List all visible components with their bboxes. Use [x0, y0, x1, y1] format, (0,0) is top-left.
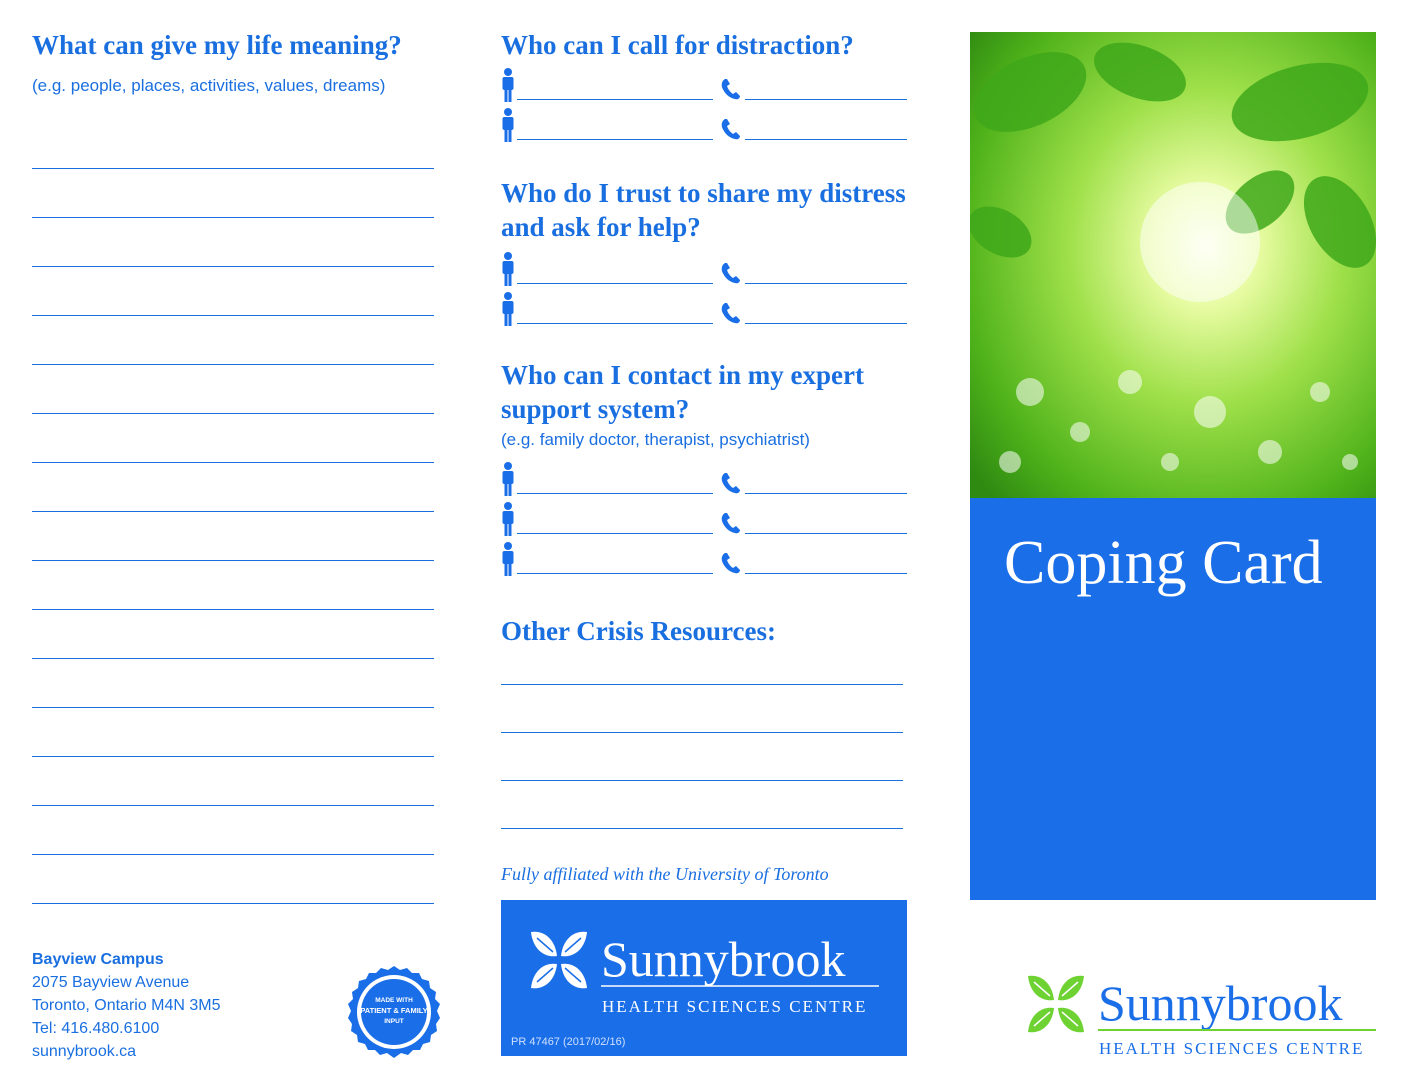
phone-icon [721, 302, 741, 324]
name-field[interactable] [517, 493, 713, 494]
patient-family-input-badge [348, 966, 440, 1058]
person-icon [501, 108, 515, 142]
other-resources-heading: Other Crisis Resources: [501, 616, 776, 646]
resource-line[interactable] [501, 780, 903, 781]
writing-line[interactable] [32, 315, 434, 316]
contact-row [501, 108, 907, 148]
logo-subtitle: HEALTH SCIENCES CENTRE [602, 997, 868, 1016]
contact-row [501, 252, 907, 292]
campus-street: 2075 Bayview Avenue [32, 974, 190, 991]
name-field[interactable] [517, 283, 713, 284]
writing-line[interactable] [32, 168, 434, 169]
cover-logo-subtitle: HEALTH SCIENCES CENTRE [1099, 1039, 1365, 1058]
phone-field[interactable] [745, 139, 907, 140]
writing-line[interactable] [32, 609, 434, 610]
expert-heading-line1: Who can I contact in my expert [501, 360, 864, 390]
sunnybrook-leaf-icon [531, 932, 587, 989]
campus-city: Toronto, Ontario M4N 3M5 [32, 997, 221, 1014]
phone-icon [721, 512, 741, 534]
cover-title: Coping Card [1004, 529, 1323, 597]
writing-line[interactable] [32, 364, 434, 365]
phone-icon [721, 552, 741, 574]
expert-heading [501, 358, 907, 426]
badge-line1: MADE WITH [375, 997, 413, 1004]
writing-line[interactable] [32, 805, 434, 806]
sunnybrook-logo [501, 900, 907, 1056]
meaning-heading: What can give my life meaning? [32, 30, 402, 60]
trust-heading-line1: Who do I trust to share my distress [501, 178, 906, 208]
writing-line[interactable] [32, 511, 434, 512]
phone-field[interactable] [745, 283, 907, 284]
logo-name: Sunnybrook [601, 931, 846, 987]
resource-line[interactable] [501, 732, 903, 733]
expert-section [501, 358, 907, 582]
writing-line[interactable] [32, 658, 434, 659]
campus-website[interactable]: sunnybrook.ca [32, 1043, 137, 1060]
campus-name: Bayview Campus [32, 951, 164, 968]
person-icon [501, 502, 515, 536]
writing-line[interactable] [32, 462, 434, 463]
distraction-section [501, 28, 907, 148]
contact-row [501, 462, 907, 502]
distraction-heading: Who can I call for distraction? [501, 30, 854, 60]
sunnybrook-leaf-icon [1028, 976, 1084, 1033]
trust-heading [501, 176, 907, 244]
contact-row [501, 68, 907, 108]
writing-line[interactable] [32, 560, 434, 561]
campus-phone: Tel: 416.480.6100 [32, 1020, 160, 1037]
contacts-panel [501, 28, 907, 1078]
writing-line[interactable] [32, 266, 434, 267]
person-icon [501, 462, 515, 496]
writing-line[interactable] [32, 756, 434, 757]
badge-line2: PATIENT & FAMILY [360, 1006, 428, 1015]
phone-field[interactable] [745, 323, 907, 324]
writing-line[interactable] [32, 217, 434, 218]
name-field[interactable] [517, 99, 713, 100]
phone-field[interactable] [745, 533, 907, 534]
contact-row [501, 502, 907, 542]
cover-title-block [970, 498, 1376, 900]
sunnybrook-logo-color [1026, 972, 1378, 1064]
trust-section [501, 176, 907, 332]
person-icon [501, 542, 515, 576]
expert-heading-line2: support system? [501, 394, 690, 424]
print-code: PR 47467 (2017/02/16) [511, 1036, 626, 1048]
name-field[interactable] [517, 323, 713, 324]
badge-line3: INPUT [384, 1018, 404, 1025]
meaning-panel [32, 28, 434, 1078]
person-icon [501, 252, 515, 286]
writing-line[interactable] [32, 903, 434, 904]
phone-icon [721, 78, 741, 100]
trust-heading-line2: and ask for help? [501, 212, 701, 242]
writing-line[interactable] [32, 854, 434, 855]
phone-icon [721, 262, 741, 284]
writing-line[interactable] [32, 707, 434, 708]
sunnybrook-logo-panel [501, 900, 907, 1056]
expert-note: (e.g. family doctor, therapist, psychiatrist) [501, 430, 810, 449]
writing-line[interactable] [32, 413, 434, 414]
resource-line[interactable] [501, 684, 903, 685]
name-field[interactable] [517, 139, 713, 140]
name-field[interactable] [517, 573, 713, 574]
phone-icon [721, 118, 741, 140]
campus-address [32, 948, 221, 1063]
meaning-note: (e.g. people, places, activities, values, dreams) [32, 76, 386, 95]
contact-row [501, 542, 907, 582]
person-icon [501, 292, 515, 326]
phone-icon [721, 472, 741, 494]
sunlit-leaves-photo [970, 32, 1376, 498]
affiliation-text: Fully affiliated with the University of Toronto [501, 864, 829, 884]
phone-field[interactable] [745, 493, 907, 494]
phone-field[interactable] [745, 573, 907, 574]
name-field[interactable] [517, 533, 713, 534]
cover-panel [970, 32, 1376, 1078]
contact-row [501, 292, 907, 332]
other-resources-section [501, 614, 907, 648]
cover-logo-name: Sunnybrook [1098, 975, 1343, 1031]
resource-line[interactable] [501, 828, 903, 829]
phone-field[interactable] [745, 99, 907, 100]
person-icon [501, 68, 515, 102]
